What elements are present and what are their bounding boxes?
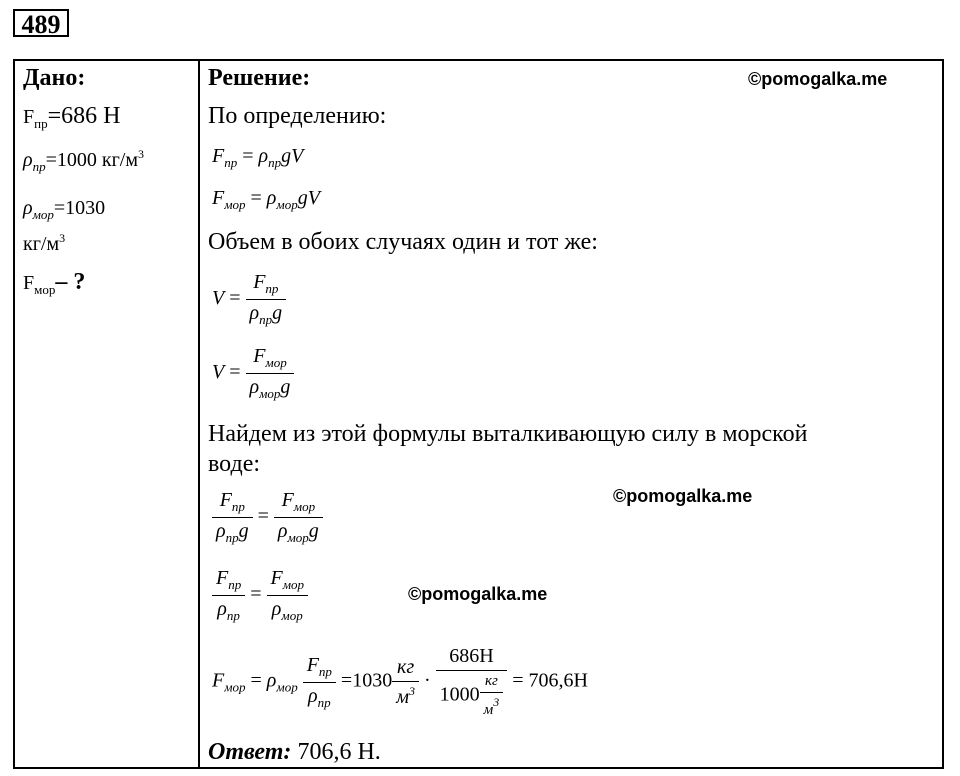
find-force-text-1: Найдем из этой формулы выталкивающую силу в морской <box>208 421 808 447</box>
formula-ratio-full: $\frac{F_{пр}}{\rho_{пр}g}$ = $\frac{F_{мор}}{\rho_{мор}g}$ <box>212 489 323 546</box>
formula-v-pr: V = $\frac{F_{пр}}{\rho_{пр}g}$ <box>212 271 286 328</box>
formula-f-pr: $F_{пр} = \rho_{пр}gV$ <box>212 145 304 170</box>
solution-header: Решение: <box>208 65 311 91</box>
formula-calculation: $F_{мор} = \rho_{мор}$ $\frac{F_{пр}}{\rho_{пр}}$ =1030 $\frac{кг}{м^3}$ · 686Н 1000 $\frac{кг}{м^3}$ = 706,6Н <box>212 645 588 718</box>
formula-f-mor: $F_{мор} = \rho_{мор}gV$ <box>212 187 320 212</box>
solution-table <box>13 59 944 769</box>
watermark-lower: ©pomogalka.me <box>408 584 548 604</box>
formula-ratio-short: $\frac{F_{пр}}{\rho_{пр}}$ = $\frac{F_{мор}}{\rho_{мор}}$ <box>212 567 308 624</box>
find-force-text-2: воде: <box>208 451 261 477</box>
watermark-top: ©pomogalka.me <box>748 69 888 89</box>
given-find: $F_{мор}-$ ? <box>23 269 86 297</box>
given-rho-mor: $\rho_{мор}=1030$ <box>23 197 106 222</box>
given-f-pr: $F_{пр}=686$ Н <box>23 103 121 131</box>
given-rho-pr: $\rho_{пр}=1000$ $кг/м^3$ <box>23 147 145 174</box>
problem-number: 489 <box>13 9 69 37</box>
given-header: Дано: <box>23 65 86 91</box>
same-volume-text: Объем в обоих случаях один и тот же: <box>208 229 598 255</box>
watermark-middle: ©pomogalka.me <box>613 486 753 506</box>
formula-v-mor: V = $\frac{F_{мор}}{\rho_{мор}g}$ <box>212 345 294 402</box>
given-rho-mor-unit: $кг/м^3$ <box>23 231 66 255</box>
column-divider <box>198 61 200 767</box>
by-definition-text: По определению: <box>208 103 387 129</box>
answer-line: Ответ: 706,6 Н. <box>208 739 381 765</box>
